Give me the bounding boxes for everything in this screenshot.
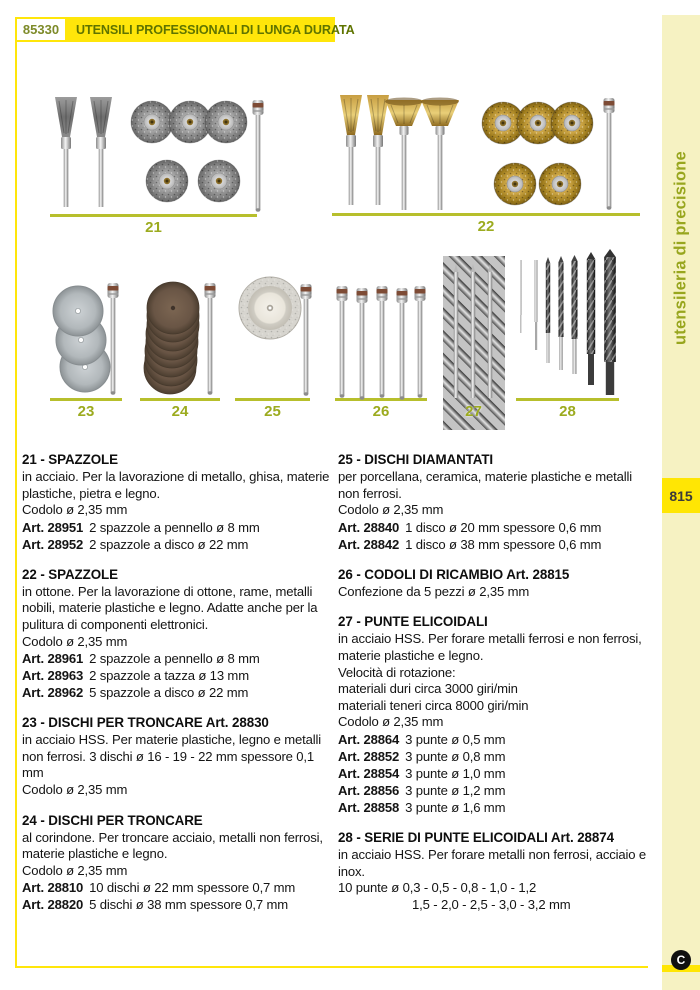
figure-24-image (144, 282, 216, 395)
catalog-code-badge: 85330 (15, 17, 67, 42)
article-line (338, 536, 656, 553)
article-desc: 5 dischi ø 38 mm spessore 0,7 mm (89, 897, 289, 913)
section-body-line: Codolo ø 2,35 mm (22, 781, 128, 797)
article-code: Art. 28852 (338, 748, 400, 764)
figure-28-image (520, 249, 616, 395)
figure-24-number: 24 (171, 403, 189, 420)
page-number-badge: 815 (662, 478, 700, 513)
section-body-line: Velocità di rotazione: (338, 664, 456, 680)
section-body-line: Codolo ø 2,35 mm (338, 502, 444, 518)
article-desc: 1 disco ø 20 mm spessore 0,6 mm (405, 519, 602, 535)
section-body-line: Codolo ø 2,35 mm (338, 714, 444, 730)
article-code: Art. 28858 (338, 799, 400, 815)
section-title: 23 - DISCHI PER TRONCARE Art. 28830 (22, 715, 269, 731)
figure-26-number: 26 (372, 403, 390, 420)
article-line (22, 879, 338, 896)
text-column-left (22, 451, 338, 926)
article-desc: 2 spazzole a disco ø 22 mm (89, 536, 249, 552)
figure-21-number: 21 (145, 219, 162, 236)
section-title: 24 - DISCHI PER TRONCARE (22, 812, 203, 828)
section-body-line: Codolo ø 2,35 mm (22, 633, 128, 649)
section-title: 22 - SPAZZOLE (22, 566, 118, 582)
article-line (22, 896, 338, 913)
article-line (22, 684, 338, 701)
article-code: Art. 28864 (338, 731, 400, 747)
section-25 (338, 451, 656, 553)
article-desc: 10 dischi ø 22 mm spessore 0,7 mm (89, 880, 296, 896)
article-line (338, 519, 656, 536)
figure-26-image (337, 286, 426, 400)
section-27 (338, 613, 656, 816)
section-body-line: in acciaio. Per la lavorazione di metallo, ghisa, materie plastiche, pietra e legno. (22, 469, 330, 501)
article-code: Art. 28951 (22, 519, 84, 535)
article-code: Art. 28842 (338, 536, 400, 552)
article-code: Art. 28961 (22, 651, 84, 667)
article-line (338, 799, 656, 816)
article-code: Art. 28962 (22, 685, 84, 701)
header-banner: UTENSILI PROFESSIONALI DI LUNGA DURATA (67, 17, 335, 42)
section-title: 21 - SPAZZOLE (22, 452, 118, 467)
article-code: Art. 28856 (338, 782, 400, 798)
section-28 (338, 829, 656, 913)
article-desc: 1 disco ø 38 mm spessore 0,6 mm (405, 536, 602, 552)
text-column-right (338, 451, 656, 926)
section-body-line: per porcellana, ceramica, materie plastiche e metalli non ferrosi. (338, 469, 633, 501)
article-code: Art. 28810 (22, 880, 84, 896)
section-body-line: materiali duri circa 3000 giri/min (338, 681, 518, 697)
article-line (338, 765, 656, 782)
section-body-line: in acciaio HSS. Per materie plastiche, legno e metalli non ferrosi. 3 dischi ø 16 - 19 - 22 mm spessore 0,1 mm (22, 732, 322, 781)
article-line (338, 748, 656, 765)
article-line (22, 536, 338, 553)
article-desc: 2 spazzole a pennello ø 8 mm (89, 651, 260, 667)
section-title: 28 - SERIE DI PUNTE ELICOIDALI Art. 28874 (338, 829, 614, 845)
article-code: Art. 28840 (338, 519, 400, 535)
figure-23-number: 23 (77, 403, 95, 420)
section-body-line: in acciaio HSS. Per forare metalli ferrosi e non ferrosi, materie plastiche e legno. (338, 631, 642, 663)
article-code: Art. 28952 (22, 536, 84, 552)
brand-logo: C (671, 950, 691, 970)
section-title: 27 - PUNTE ELICOIDALI (338, 614, 488, 630)
section-21 (22, 451, 338, 553)
section-body-line: in ottone. Per la lavorazione di ottone, rame, metalli nobili, materie plastiche e legno. Adatte anche per la pulitura di componenti elettronici. (22, 583, 318, 632)
article-desc: 2 spazzole a tazza ø 13 mm (89, 668, 249, 684)
article-line (22, 667, 338, 684)
section-body-line: 1,5 - 2,0 - 2,5 - 3,0 - 3,2 mm (412, 896, 571, 912)
article-line (338, 782, 656, 799)
figure-27-number: 27 (465, 403, 482, 420)
section-body-line: in acciaio HSS. Per forare metalli non ferrosi, acciaio e inox. (338, 846, 647, 879)
figure-22-number: 22 (477, 218, 495, 235)
section-26 (338, 566, 656, 601)
section-23 (22, 714, 338, 798)
article-line (22, 650, 338, 667)
article-desc: 3 punte ø 1,2 mm (405, 782, 506, 798)
article-code: Art. 28854 (338, 765, 400, 781)
article-desc: 3 punte ø 1,0 mm (405, 765, 506, 781)
article-desc: 3 punte ø 1,6 mm (405, 799, 506, 815)
article-code: Art. 28963 (22, 668, 84, 684)
article-desc: 3 punte ø 0,5 mm (405, 731, 506, 747)
article-line (22, 519, 338, 536)
section-body-line: 10 punte ø 0,3 - 0,5 - 0,8 - 1,0 - 1,2 (338, 880, 537, 896)
article-desc: 2 spazzole a pennello ø 8 mm (89, 519, 260, 535)
section-title: 25 - DISCHI DIAMANTATI (338, 452, 494, 467)
section-body-line: al corindone. Per troncare acciaio, metalli non ferrosi, materie plastiche e legno. (22, 829, 323, 862)
article-code: Art. 28820 (22, 897, 84, 913)
section-body-line: materiali teneri circa 8000 giri/min (338, 697, 529, 713)
section-body-line: Codolo ø 2,35 mm (22, 502, 128, 518)
section-body-line: Confezione da 5 pezzi ø 2,35 mm (338, 583, 530, 599)
sidebar-vertical-label: utensileria di precisione (671, 151, 690, 345)
figure-25-number: 25 (264, 403, 281, 420)
article-line (338, 731, 656, 748)
section-body-line: Codolo ø 2,35 mm (22, 862, 128, 878)
figure-21-image (55, 97, 264, 212)
figure-28-number: 28 (559, 403, 576, 420)
section-22 (22, 566, 338, 701)
figure-23-image (53, 283, 119, 395)
article-desc: 3 punte ø 0,8 mm (405, 748, 506, 764)
article-desc: 5 spazzole a disco ø 22 mm (89, 685, 249, 701)
figure-22-image (340, 95, 615, 210)
section-title: 26 - CODOLI DI RICAMBIO Art. 28815 (338, 566, 570, 582)
section-24 (22, 812, 338, 914)
figure-25-image (239, 277, 312, 396)
